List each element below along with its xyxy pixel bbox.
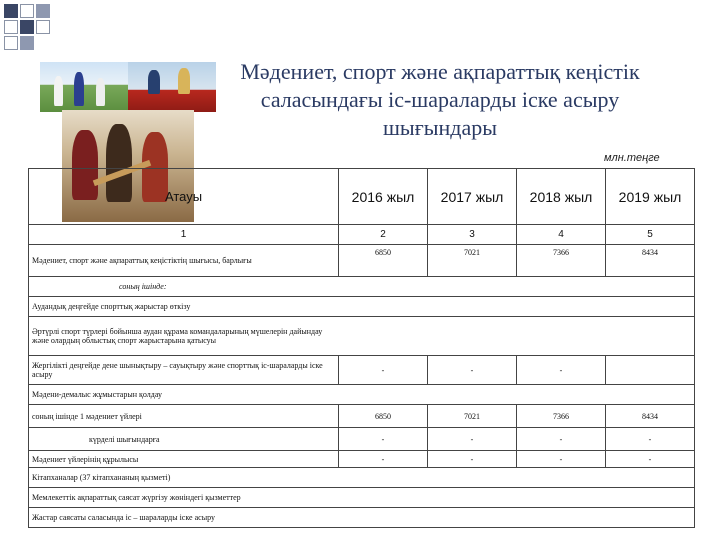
column-header: 2018 жыл bbox=[517, 169, 606, 225]
cell-value: - bbox=[606, 428, 695, 451]
cell-value: 7021 bbox=[428, 245, 517, 277]
cell-value: 8434 bbox=[606, 245, 695, 277]
cell-value: 6850 bbox=[339, 405, 428, 428]
row-label: Жастар саясаты саласында іс – шараларды іске асыру bbox=[29, 508, 695, 528]
kayak-photo bbox=[128, 62, 216, 112]
cell-value: 7366 bbox=[517, 405, 606, 428]
cell-value: - bbox=[339, 428, 428, 451]
table-row bbox=[29, 356, 695, 385]
cell-value: - bbox=[517, 451, 606, 468]
column-number: 3 bbox=[428, 225, 517, 245]
row-label: соның ішінде: bbox=[29, 277, 695, 297]
table-row bbox=[29, 385, 695, 405]
table-row bbox=[29, 405, 695, 428]
table-row bbox=[29, 451, 695, 468]
row-label-text: Әртүрлі спорт түрлері бойынша аудан құрама командаларының мүшелерін дайындау және олардың облыстық спорт жарыстарына қатысуы bbox=[32, 327, 323, 345]
cell-value: - bbox=[339, 356, 428, 385]
row-label: Мемлекеттік ақпараттық саясат жүргізу жөніндегі қызметтер bbox=[29, 488, 695, 508]
decor-square bbox=[20, 20, 34, 34]
column-number: 2 bbox=[339, 225, 428, 245]
column-header: Атауы bbox=[29, 169, 339, 225]
unit-label: млн.теңге bbox=[604, 152, 660, 164]
cell-value: - bbox=[517, 356, 606, 385]
column-header: 2016 жыл bbox=[339, 169, 428, 225]
row-label: Мәдениет үйлерінің құрылысы bbox=[29, 451, 339, 468]
cell-value: 6850 bbox=[339, 245, 428, 277]
column-header: 2017 жыл bbox=[428, 169, 517, 225]
cell-value: - bbox=[606, 451, 695, 468]
page-title: Мәдениет, спорт және ақпараттық кеңістік саласындағы іс-шараларды іске асыру шығындары bbox=[240, 59, 640, 140]
decor-square bbox=[4, 20, 18, 34]
expenses-table bbox=[28, 168, 695, 528]
cell-value: - bbox=[428, 356, 517, 385]
row-label: Жергілікті деңгейде дене шынықтыру – сауықтыру және спорттық іс-шараларды іске асыру bbox=[29, 356, 339, 385]
row-label: соның ішінде 1 мәдениет үйлері bbox=[29, 405, 339, 428]
table-row bbox=[29, 317, 695, 356]
row-label: Мәдени-демалыс жұмыстарын қолдау bbox=[29, 385, 695, 405]
row-label: Аудандық деңгейде спорттық жарыстар өткізу bbox=[29, 297, 695, 317]
header-row bbox=[29, 169, 695, 225]
table-row bbox=[29, 508, 695, 528]
cell-value bbox=[606, 356, 695, 385]
row-label: күрделі шығындарға bbox=[29, 428, 339, 451]
cell-value: - bbox=[517, 428, 606, 451]
cell-value: 8434 bbox=[606, 405, 695, 428]
column-number: 4 bbox=[517, 225, 606, 245]
decor-square bbox=[36, 20, 50, 34]
decor-square bbox=[4, 4, 18, 18]
decor-square bbox=[20, 4, 34, 18]
table-row bbox=[29, 468, 695, 488]
row-label: Кітапханалар (37 кітапхананың қызметі) bbox=[29, 468, 695, 488]
table-row bbox=[29, 428, 695, 451]
table-row bbox=[29, 245, 695, 277]
football-photo bbox=[40, 62, 128, 112]
column-number: 5 bbox=[606, 225, 695, 245]
row-label: Мәдениет, спорт және ақпараттық кеңістіктің шығысы, барлығы bbox=[29, 245, 339, 277]
table-row bbox=[29, 277, 695, 297]
decor-square bbox=[4, 36, 18, 50]
decor-square bbox=[36, 4, 50, 18]
column-header: 2019 жыл bbox=[606, 169, 695, 225]
numbering-row bbox=[29, 225, 695, 245]
cell-value: - bbox=[428, 451, 517, 468]
row-label bbox=[29, 317, 695, 356]
table-row bbox=[29, 488, 695, 508]
column-number: 1 bbox=[29, 225, 339, 245]
decor-square bbox=[20, 36, 34, 50]
table-row bbox=[29, 297, 695, 317]
cell-value: - bbox=[339, 451, 428, 468]
cell-value: - bbox=[428, 428, 517, 451]
cell-value: 7366 bbox=[517, 245, 606, 277]
cell-value: 7021 bbox=[428, 405, 517, 428]
